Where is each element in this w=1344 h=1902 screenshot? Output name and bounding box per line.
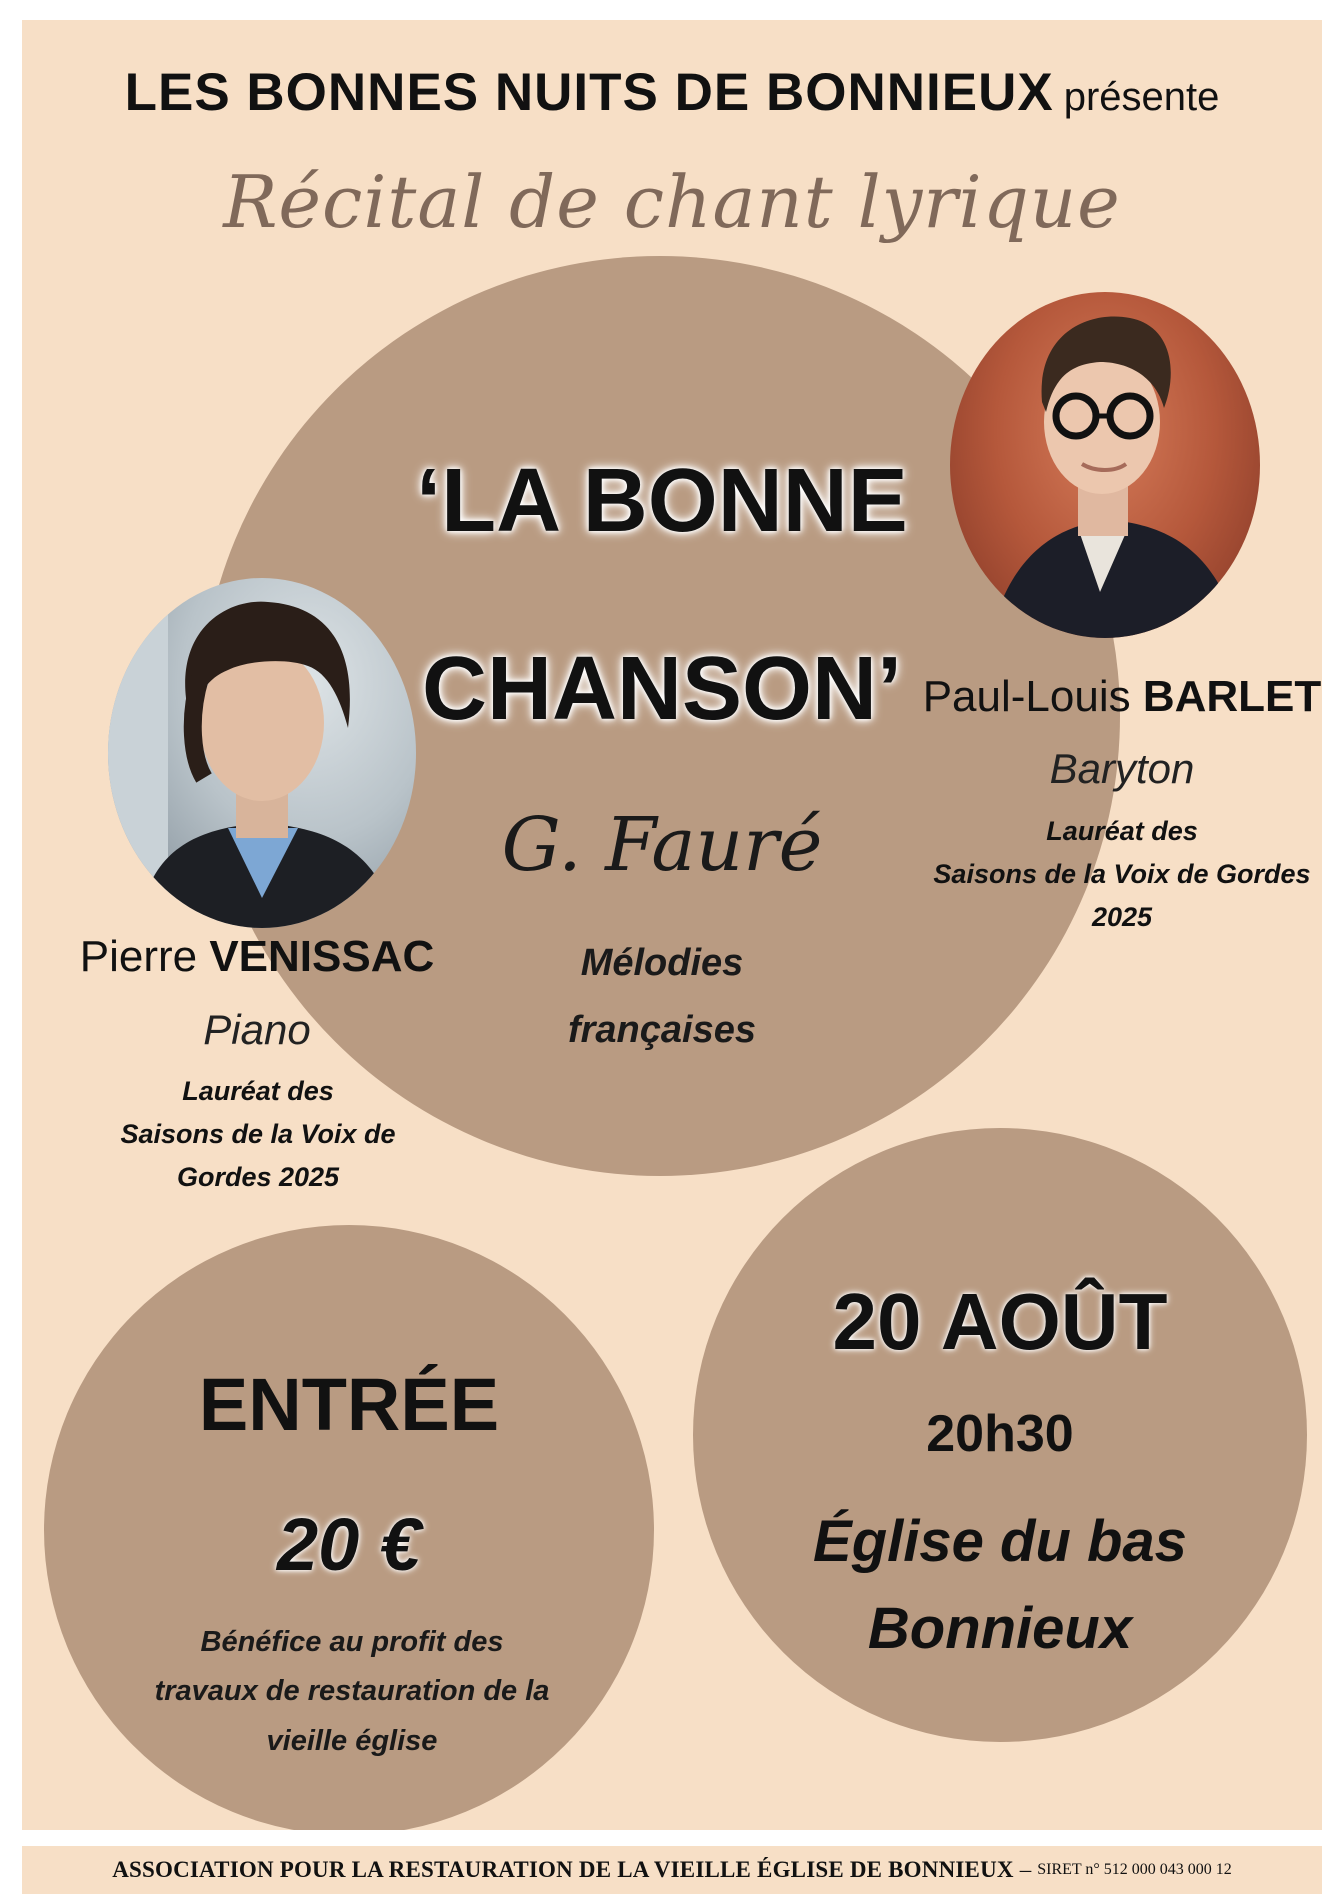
admission-benefit-line3: vieille église xyxy=(266,1724,438,1757)
admission-benefit-line2: travaux de restauration de la xyxy=(154,1675,550,1708)
poster xyxy=(22,20,1322,1830)
organizer-name: LES BONNES NUITS DE BONNIEUX xyxy=(124,63,1054,122)
pianist-name xyxy=(62,932,452,982)
program-title-line2: CHANSON’ xyxy=(421,639,902,739)
pianist-award-line3: Gordes 2025 xyxy=(176,1162,340,1193)
event-venue-line2: Bonnieux xyxy=(867,1596,1133,1661)
pianist-role: Piano xyxy=(203,1006,311,1053)
event-type: Récital de chant lyrique xyxy=(223,160,1121,244)
header xyxy=(22,62,1322,123)
event-date: 20 AOÛT xyxy=(832,1277,1168,1366)
admission-benefit xyxy=(152,1618,552,1766)
presents-label: présente xyxy=(1063,75,1220,119)
pianist-award-line2: Saisons de la Voix de xyxy=(120,1119,396,1150)
event-time: 20h30 xyxy=(926,1405,1074,1463)
pianist-award-line1: Lauréat des xyxy=(182,1076,334,1106)
admission-label: ENTRÉE xyxy=(198,1363,500,1446)
pianist-award xyxy=(98,1070,418,1200)
baritone-award-line3: 2025 xyxy=(1091,902,1153,933)
pianist-portrait-illustration xyxy=(108,578,416,928)
baritone-award xyxy=(922,810,1322,940)
pianist-photo xyxy=(108,578,416,928)
baritone-award-line1: Lauréat des xyxy=(1046,816,1198,846)
baritone-name xyxy=(902,672,1322,722)
pianist-last-name: VENISSAC xyxy=(209,932,435,981)
admission-price: 20 € xyxy=(276,1503,422,1586)
program-title-line1: ‘LA BONNE xyxy=(416,451,908,551)
event-venue-line1: Église du bas xyxy=(813,1509,1187,1574)
program-subtitle-line2: françaises xyxy=(567,1008,756,1051)
baritone-portrait-illustration xyxy=(950,292,1260,638)
baritone-role: Baryton xyxy=(1049,745,1195,792)
footer-separator: – xyxy=(1019,1857,1032,1882)
baritone-award-line2: Saisons de la Voix de Gordes xyxy=(933,859,1311,890)
baritone-last-name: BARLET xyxy=(1142,672,1322,721)
pianist-first-name: Pierre xyxy=(79,932,198,981)
footer-association: ASSOCIATION POUR LA RESTAURATION DE LA VIEILLE ÉGLISE DE BONNIEUX xyxy=(112,1857,1014,1882)
footer-siret: SIRET n° 512 000 043 000 12 xyxy=(1037,1861,1232,1878)
composer-name: G. Fauré xyxy=(501,802,823,888)
program-subtitle-line1: Mélodies xyxy=(580,942,744,984)
admission-benefit-line1: Bénéfice au profit des xyxy=(200,1626,504,1658)
baritone-first-name: Paul-Louis xyxy=(922,672,1131,721)
event-venue xyxy=(693,1498,1307,1672)
baritone-photo xyxy=(950,292,1260,638)
footer xyxy=(22,1846,1322,1894)
program-subtitle xyxy=(502,930,822,1063)
